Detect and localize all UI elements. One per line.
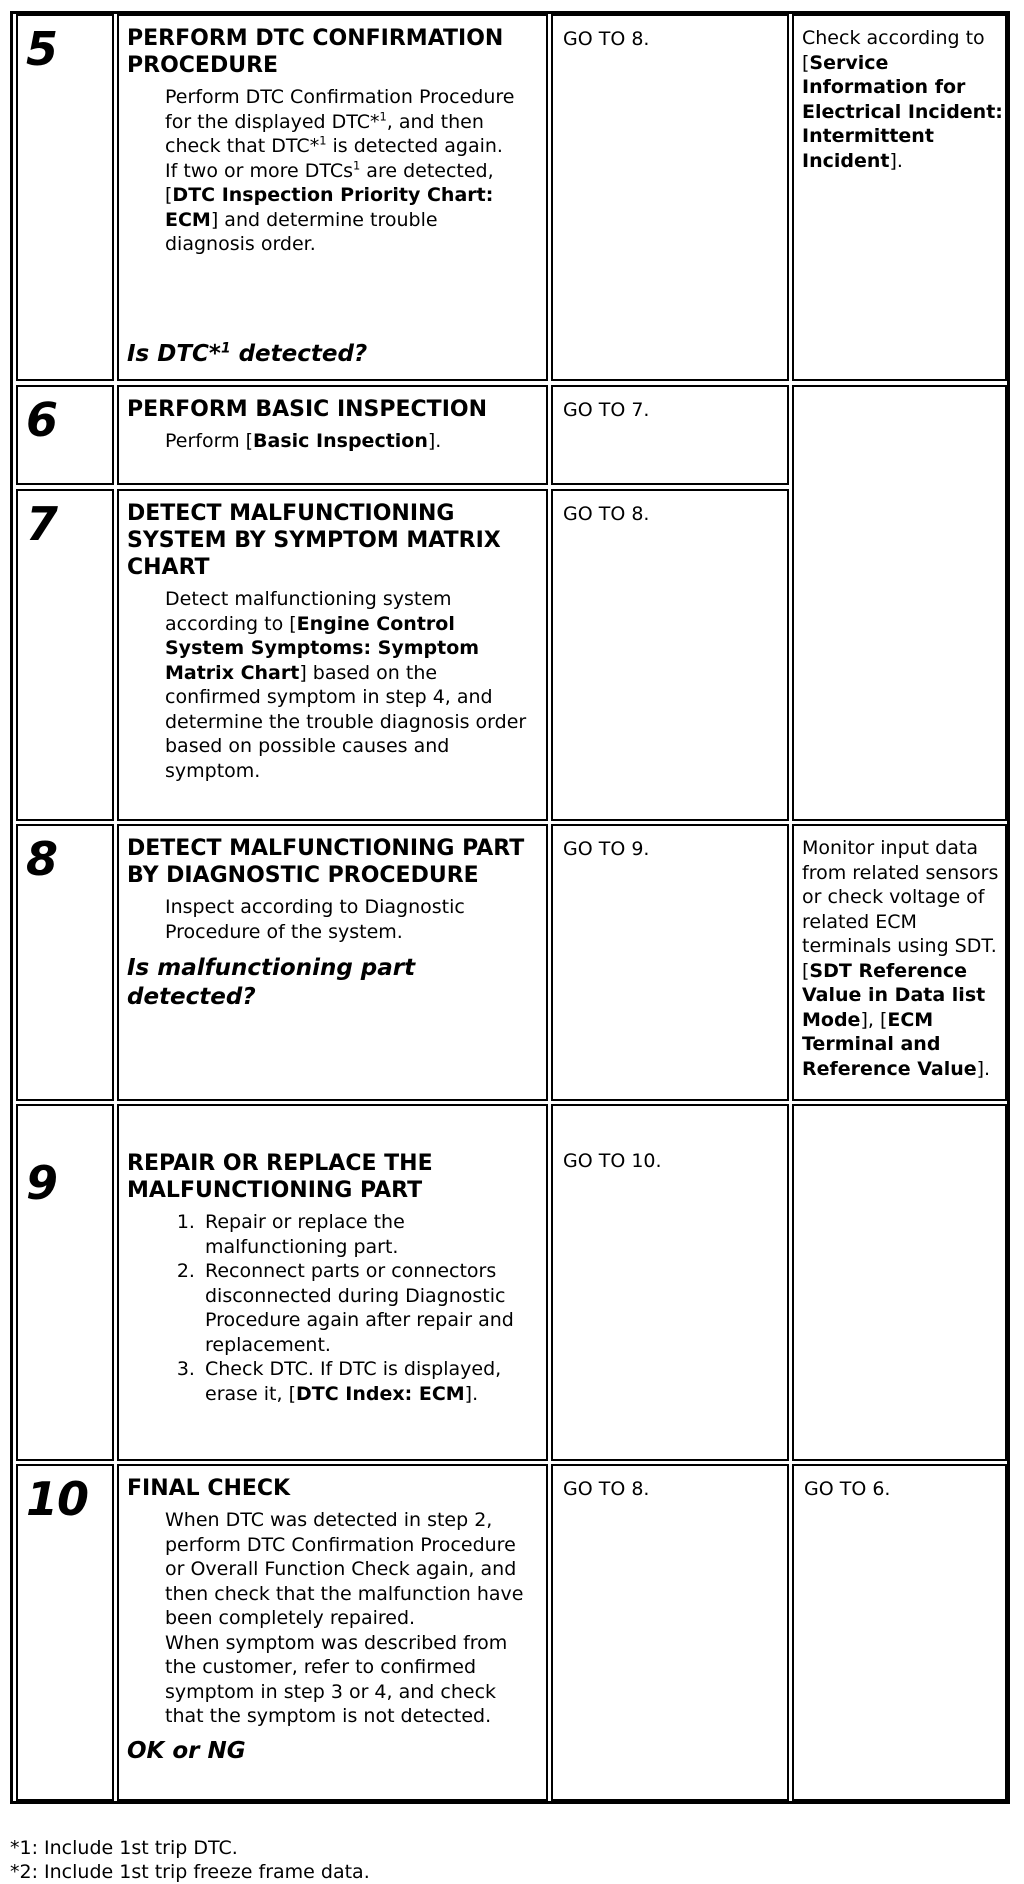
intermittent-incident-link[interactable]: Service Information for Electrical Incident: Intermittent Incident — [802, 51, 1003, 172]
step-number: 9 — [16, 1104, 114, 1461]
result: GO TO 10. — [551, 1104, 789, 1461]
step-title: DETECT MALFUNCTIONING PART BY DIAGNOSTIC PROCEDURE — [127, 836, 525, 888]
step-7-content — [117, 489, 548, 821]
step-description: Detect malfunctioning system according to [Engine Control System Symptoms: Symptom Matrix Chart] based on the confirmed symptom in step 4, and determine the trouble diagnosis order based on possible causes and symptom. — [165, 588, 527, 782]
step-5-content — [117, 14, 548, 381]
step-10-content — [117, 1464, 548, 1801]
footnotes — [10, 1836, 370, 1884]
yes-result: GO TO 8. — [551, 14, 789, 381]
footnote: *2: Include 1st trip freeze frame data. — [10, 1861, 370, 1883]
result: GO TO 7. — [551, 385, 789, 485]
step-number: 6 — [16, 385, 114, 485]
no-result: Monitor input data from related sensors or check voltage of related ECM terminals using SDT. [SDT Reference Value in Data list Mode], [ECM Terminal and Reference Value]. — [792, 824, 1007, 1101]
empty-cell — [792, 1104, 1007, 1461]
step-title: FINAL CHECK — [127, 1476, 291, 1501]
step-8-content — [117, 824, 548, 1101]
step-title: PERFORM DTC CONFIRMATION PROCEDURE — [127, 26, 504, 78]
list-item: 2. Reconnect parts or connectors disconnected during Diagnostic Procedure again after repair and replacement. — [201, 1259, 532, 1357]
step-number: 5 — [16, 14, 114, 381]
step-number: 8 — [16, 824, 114, 1101]
ecm-terminal-link[interactable]: ECM Terminal and Reference Value — [802, 1008, 977, 1080]
step-description: Perform DTC Confirmation Procedure for the displayed DTC*$^1$, and then check that DTC*$^1$ is detected again. If two or more DTCs$^1$ are detected, [DTC Inspection Priority Chart: ECM] and determine trouble diagnosis order. — [165, 86, 515, 255]
dtc-priority-chart-link[interactable]: DTC Inspection Priority Chart: ECM — [165, 184, 494, 231]
step-question: Is DTC*$^1$ detected? — [127, 340, 368, 367]
step-description: Inspect according to Diagnostic Procedure of the system. — [165, 896, 465, 943]
sdt-reference-link[interactable]: SDT Reference Value in Data list Mode — [802, 959, 986, 1031]
symptom-matrix-link[interactable]: Engine Control System Symptoms: Symptom Matrix Chart — [165, 612, 480, 684]
list-item: 1. Repair or replace the malfunctioning part. — [201, 1210, 532, 1259]
footnote: *1: Include 1st trip DTC. — [10, 1837, 238, 1859]
diagnosis-table — [10, 11, 1010, 1804]
basic-inspection-link[interactable]: Basic Inspection — [253, 430, 428, 452]
step-description: When DTC was detected in step 2, perform DTC Confirmation Procedure or Overall Function Check again, and then check that the malfunction have been completely repaired. When symptom was described from the customer, refer to confirmed symptom in step 3 or 4, and check that the symptom is not detected. — [165, 1509, 524, 1727]
no-result: Check according to [Service Information for Electrical Incident: Intermittent Incident]. — [792, 14, 1007, 381]
step-title: PERFORM BASIC INSPECTION — [127, 397, 487, 422]
step-question: OK or NG — [127, 1737, 246, 1764]
empty-cell — [792, 385, 1007, 821]
result: GO TO 8. — [551, 489, 789, 821]
step-title: REPAIR OR REPLACE THE MALFUNCTIONING PART — [127, 1151, 433, 1203]
repair-steps-list — [119, 1210, 546, 1406]
step-description: Perform [Basic Inspection]. — [165, 430, 442, 452]
dtc-index-link[interactable]: DTC Index: ECM — [296, 1382, 465, 1405]
ok-result: GO TO 8. — [551, 1464, 789, 1801]
step-6-content — [117, 385, 548, 485]
step-number: 7 — [16, 489, 114, 821]
step-number: 10 — [16, 1464, 114, 1801]
list-item: 3. Check DTC. If DTC is displayed, erase it, [DTC Index: ECM]. — [201, 1357, 532, 1406]
step-title: DETECT MALFUNCTIONING SYSTEM BY SYMPTOM MATRIX CHART — [127, 501, 501, 580]
yes-result: GO TO 9. — [551, 824, 789, 1101]
step-question: Is malfunctioning part detected? — [127, 955, 416, 1010]
ng-result: GO TO 6. — [792, 1464, 1007, 1801]
step-9-content — [117, 1104, 548, 1461]
